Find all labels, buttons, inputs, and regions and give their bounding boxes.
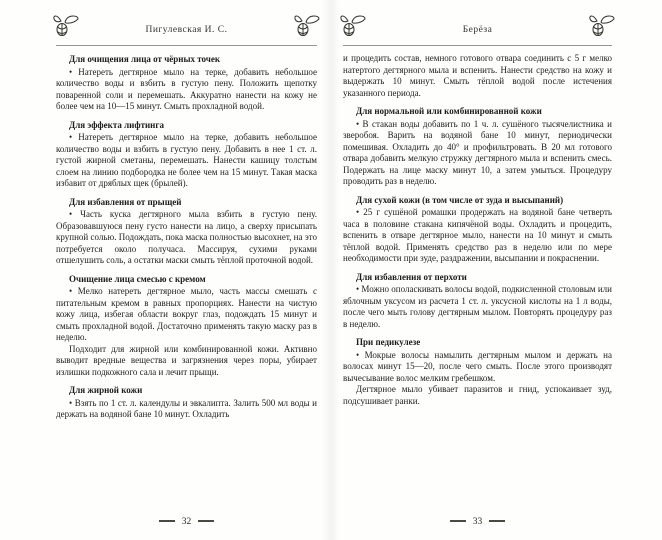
page-number: 32 (181, 517, 192, 527)
page-header-right (343, 13, 612, 46)
section-paragraph: и процедить состав, немного готового отвара соединить с 5 г мелко натертого дегтярного мыла и вспенить. Нанести средство на кожу и выдержать 10 минут. Смыть тёплой водой после истечения указанного периода. (343, 53, 612, 98)
page-number-rule (450, 520, 466, 522)
section-title: Для избавления от прыщей (69, 196, 182, 207)
section-paragraph: Подходит для жирной или комбинированной кожи. Активно выводит вредные вещества и загрязнения через поры, убирает излишки подкожного сала и лечит прыщи. (56, 343, 317, 377)
nut-and-leaves-ornament-icon (294, 15, 320, 37)
page-body-left (56, 53, 317, 505)
page-header-left (56, 13, 317, 46)
section-paragraph: • Мелко натереть дегтярное мыло, часть массы смешать с питательным кремом в равных пропорциях. Нанести на чистую кожу лица, избегая области вокруг глаз, подождать 15 минут и смыть прохладной водой. Достаточно применять такую маску раз в неделю. (56, 286, 317, 343)
page-number-rule (198, 520, 214, 522)
section-title: При педикулезе (356, 337, 421, 348)
section-paragraph: • В стакан воды добавить по 1 ч. л. сушёного тысячелистника и зверобоя. Варить на водяной бане 10 минут, периодически помешивая. Охладить до 40° и профильтровать. В 20 мл готового отвара добавить мелкую стружку дегтярного мыла и вспенить смесь. Подержать на лице маску минут 10, а затем умыться. Процедуру проводить раз в неделю. (343, 118, 612, 187)
section-title: Для очищения лица от чёрных точек (69, 54, 221, 64)
running-title-left: Пигулевская И. С. (145, 25, 228, 35)
section-title: Для избавления от перхоти (356, 271, 467, 282)
page-number-rule (159, 520, 175, 522)
section-paragraph: • Натереть дегтярное мыло на терке, добавить небольшое количество воды и взбить в густую пену. Добавить в нее 1 ст. л. густой жирной сметаны, перемешать. Нанести кашицу толстым слоем на линию подбородка не более чем на 15 минут. Такая маска избавит от дряблых щек (брылей). (56, 132, 317, 189)
page-number-rule (489, 520, 505, 522)
running-title-right: Берёза (462, 25, 493, 35)
section-paragraph: • Натереть дегтярное мыло на терке, добавить небольшое количество воды и взбить в густую пену. Положить щепотку поваренной соли и перемешать. Аккуратно нанести на кожу не более чем на 10—15 минут. Смыть прохладной водой. (56, 66, 317, 112)
section-title: Для жирной кожи (69, 385, 143, 396)
section-paragraph: Дегтярное мыло убивает паразитов и гнид, успокаивает зуд, подсушивает ранки. (343, 384, 612, 406)
section-title: Для сухой кожи (в том числе от зуда и высыпаний) (356, 194, 564, 205)
page-footer-left (56, 517, 317, 527)
section-title: Очищение лица смесью с кремом (69, 273, 206, 284)
section-paragraph: • 25 г сушёной ромашки продержать на водяной бане четверть часа в половине стакана кипячёной воды. Охладить и процедить, вспенить в отваре дегтярное мыло, нанести на 10 минут и смыть тёплой водой. Применять средство раз в неделю или по мере необходимости при зуде, раздражении, высыпании и покраснении. (343, 207, 612, 264)
page-body-right (343, 53, 612, 505)
page-right (331, 0, 662, 540)
section-paragraph: • Часть куска дегтярного мыла взбить в густую пену. Образовавшуюся пену густо нанести на лицо, а сверху присыпать крупной солью. Подождать, пока маска полностью высохнет, на это потребуется около получаса. Массируя, сухими руками отшелушить соль, а остатки маски смыть тёплой проточной водой. (56, 209, 317, 266)
page-footer-right (343, 517, 612, 527)
section-title: Для эффекта лифтинга (69, 119, 164, 130)
section-title: Для нормальной или комбинированной кожи (356, 106, 542, 117)
section-paragraph: • Можно ополаскивать волосы водой, подкисленной столовым или яблочным уксусом из расчета 1 ст. л. уксусной кислоты на 1 л воды, после чего мыть голову дегтярным мылом. Повторять процедуру раз в неделю. (343, 284, 612, 329)
nut-and-leaves-ornament-icon (589, 15, 615, 37)
section-paragraph: • Мокрые волосы намылить дегтярным мылом и держать на волосах минут 15—20, после чего смыть. После этого производят вычесывание волос мелким гребешком. (343, 349, 612, 383)
section-paragraph: • Взять по 1 ст. л. календулы и эвкалипта. Залить 500 мл воды и держать на водяной бане 10 минут. Охладить (56, 397, 317, 420)
page-number: 33 (472, 517, 483, 527)
